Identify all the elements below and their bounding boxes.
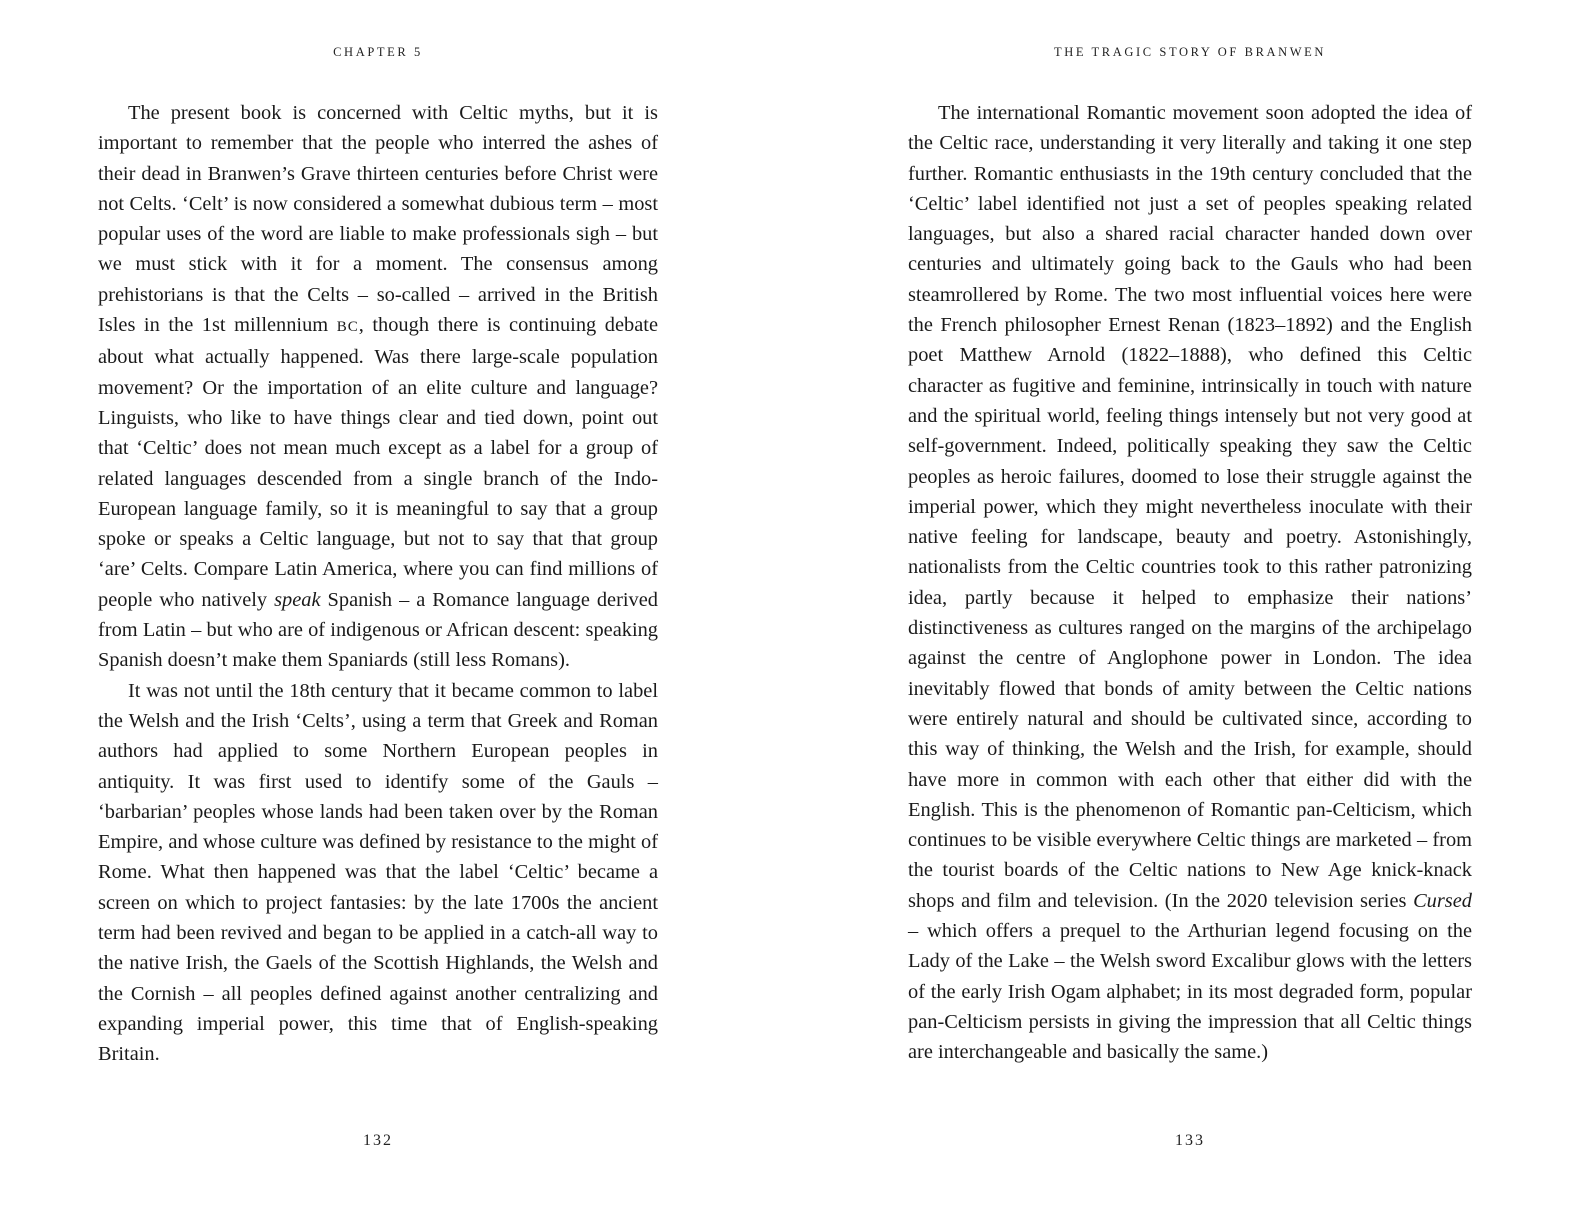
left-page — [98, 0, 658, 1220]
running-head-left: CHAPTER 5 — [333, 45, 423, 59]
text-run: The international Romantic movement soon adopted the idea of the Celtic race, understanding it very literally and taking it one step further. Romantic enthusiasts in the 19th century concluded that the ‘Celtic’ label identified not just a set of peoples speaking related languages, but also a shared racial character handed down over centuries and ultimately going back to the Gauls who had been steamrollered by Rome. The two most influential voices here were the French philosopher Ernest Renan (1823–1892) and the English poet Matthew Arnold (1822–1888), who defined this Celtic character as fugitive and feminine, intrinsically in touch with nature and the spiritual world, feeling things intensely but not very good at self-government. Indeed, politically speaking they saw the Celtic peoples as heroic failures, doomed to lose their struggle against the imperial power, which they might nevertheless inoculate with their native feeling for landscape, beauty and poetry. Astonishingly, nationalists from the Celtic countries took to this rather patronizing idea, partly because it helped to emphasize their nations’ distinctiveness as cultures ranged on the margins of the archipelago against the centre of Anglophone power in London. The idea inevitably flowed that bonds of amity between the Celtic nations were entirely natural and should be cultivated since, according to this way of thinking, the Welsh and the Irish, for example, should have more in common with each other that either did with the English. This is the phenomenon of Romantic pan-Celticism, which continues to be visible everywhere Celtic things are marketed – from the tourist boards of the Celtic nations to New Age knick-knack shops and film and television. (In the 2020 television series — [908, 102, 1472, 912]
page-number-left: 132 — [363, 1132, 393, 1149]
running-head-right: THE TRAGIC STORY OF BRANWEN — [1053, 45, 1327, 59]
text-run: , though there is continuing debate about what actually happened. Was there large-scale population movement? Or the importation of an elite culture and language? Linguists, who like to have things clear and tied down, point out that ‘Celtic’ does not mean much except as a label for a group of related languages descended from a single branch of the Indo-European language family, so it is meaningful to say that a group spoke or speaks a Celtic language, but not to say that that group ‘are’ Celts. Compare Latin America, where you can find millions of people who natively — [98, 314, 658, 611]
paragraph — [908, 98, 1472, 1068]
text-run: Spanish – a Romance language derived from Latin – but who are of indigenous or African descent: speaking Spanish doesn’t make them Spaniards (still less Romans). — [98, 588, 658, 672]
italic-title: Cursed — [1413, 889, 1472, 912]
text-run: The present book is concerned with Celtic myths, but it is important to remember that the people who interred the ashes of their dead in Branwen’s Grave thirteen centuries before Christ were not Celts. ‘Celt’ is now considered a somewhat dubious term – most popular uses of the word are liable to make professionals sigh – but we must stick with it for a moment. The consensus among prehistorians is that the Celts – so-called – arrived in the British Isles in the 1st millennium — [98, 102, 658, 337]
page-number-right: 133 — [1175, 1132, 1205, 1149]
right-body-text — [908, 98, 1472, 1068]
paragraph — [98, 98, 658, 676]
text-run: – which offers a prequel to the Arthurian legend focusing on the Lady of the Lake – the Welsh sword Excalibur glows with the letters of the early Irish Ogam alphabet; in its most degraded form, popular pan-Celticism persists in giving the impression that all Celtic things are interchangeable and basically the same.) — [908, 920, 1472, 1064]
small-caps-era: BC — [336, 319, 359, 336]
left-body-text — [98, 98, 658, 1070]
text-run: It was not until the 18th century that it became common to label the Welsh and the Irish ‘Celts’, using a term that Greek and Roman authors had applied to some Northern European peoples in antiquity. It was first used to identify some of the Gauls – ‘barbarian’ peoples whose lands had been taken over by the Roman Empire, and whose culture was defined by resistance to the might of Rome. What then happened was that the label ‘Celtic’ became a screen on which to project fantasies: by the late 1700s the ancient term had been revived and began to be applied in a catch-all way to the native Irish, the Gaels of the Scottish Highlands, the Welsh and the Cornish – all peoples defined against another centralizing and expanding imperial power, this time that of English-speaking Britain. — [98, 679, 658, 1066]
paragraph — [98, 676, 658, 1070]
italic-emphasis: speak — [274, 588, 321, 611]
right-page — [908, 0, 1472, 1220]
